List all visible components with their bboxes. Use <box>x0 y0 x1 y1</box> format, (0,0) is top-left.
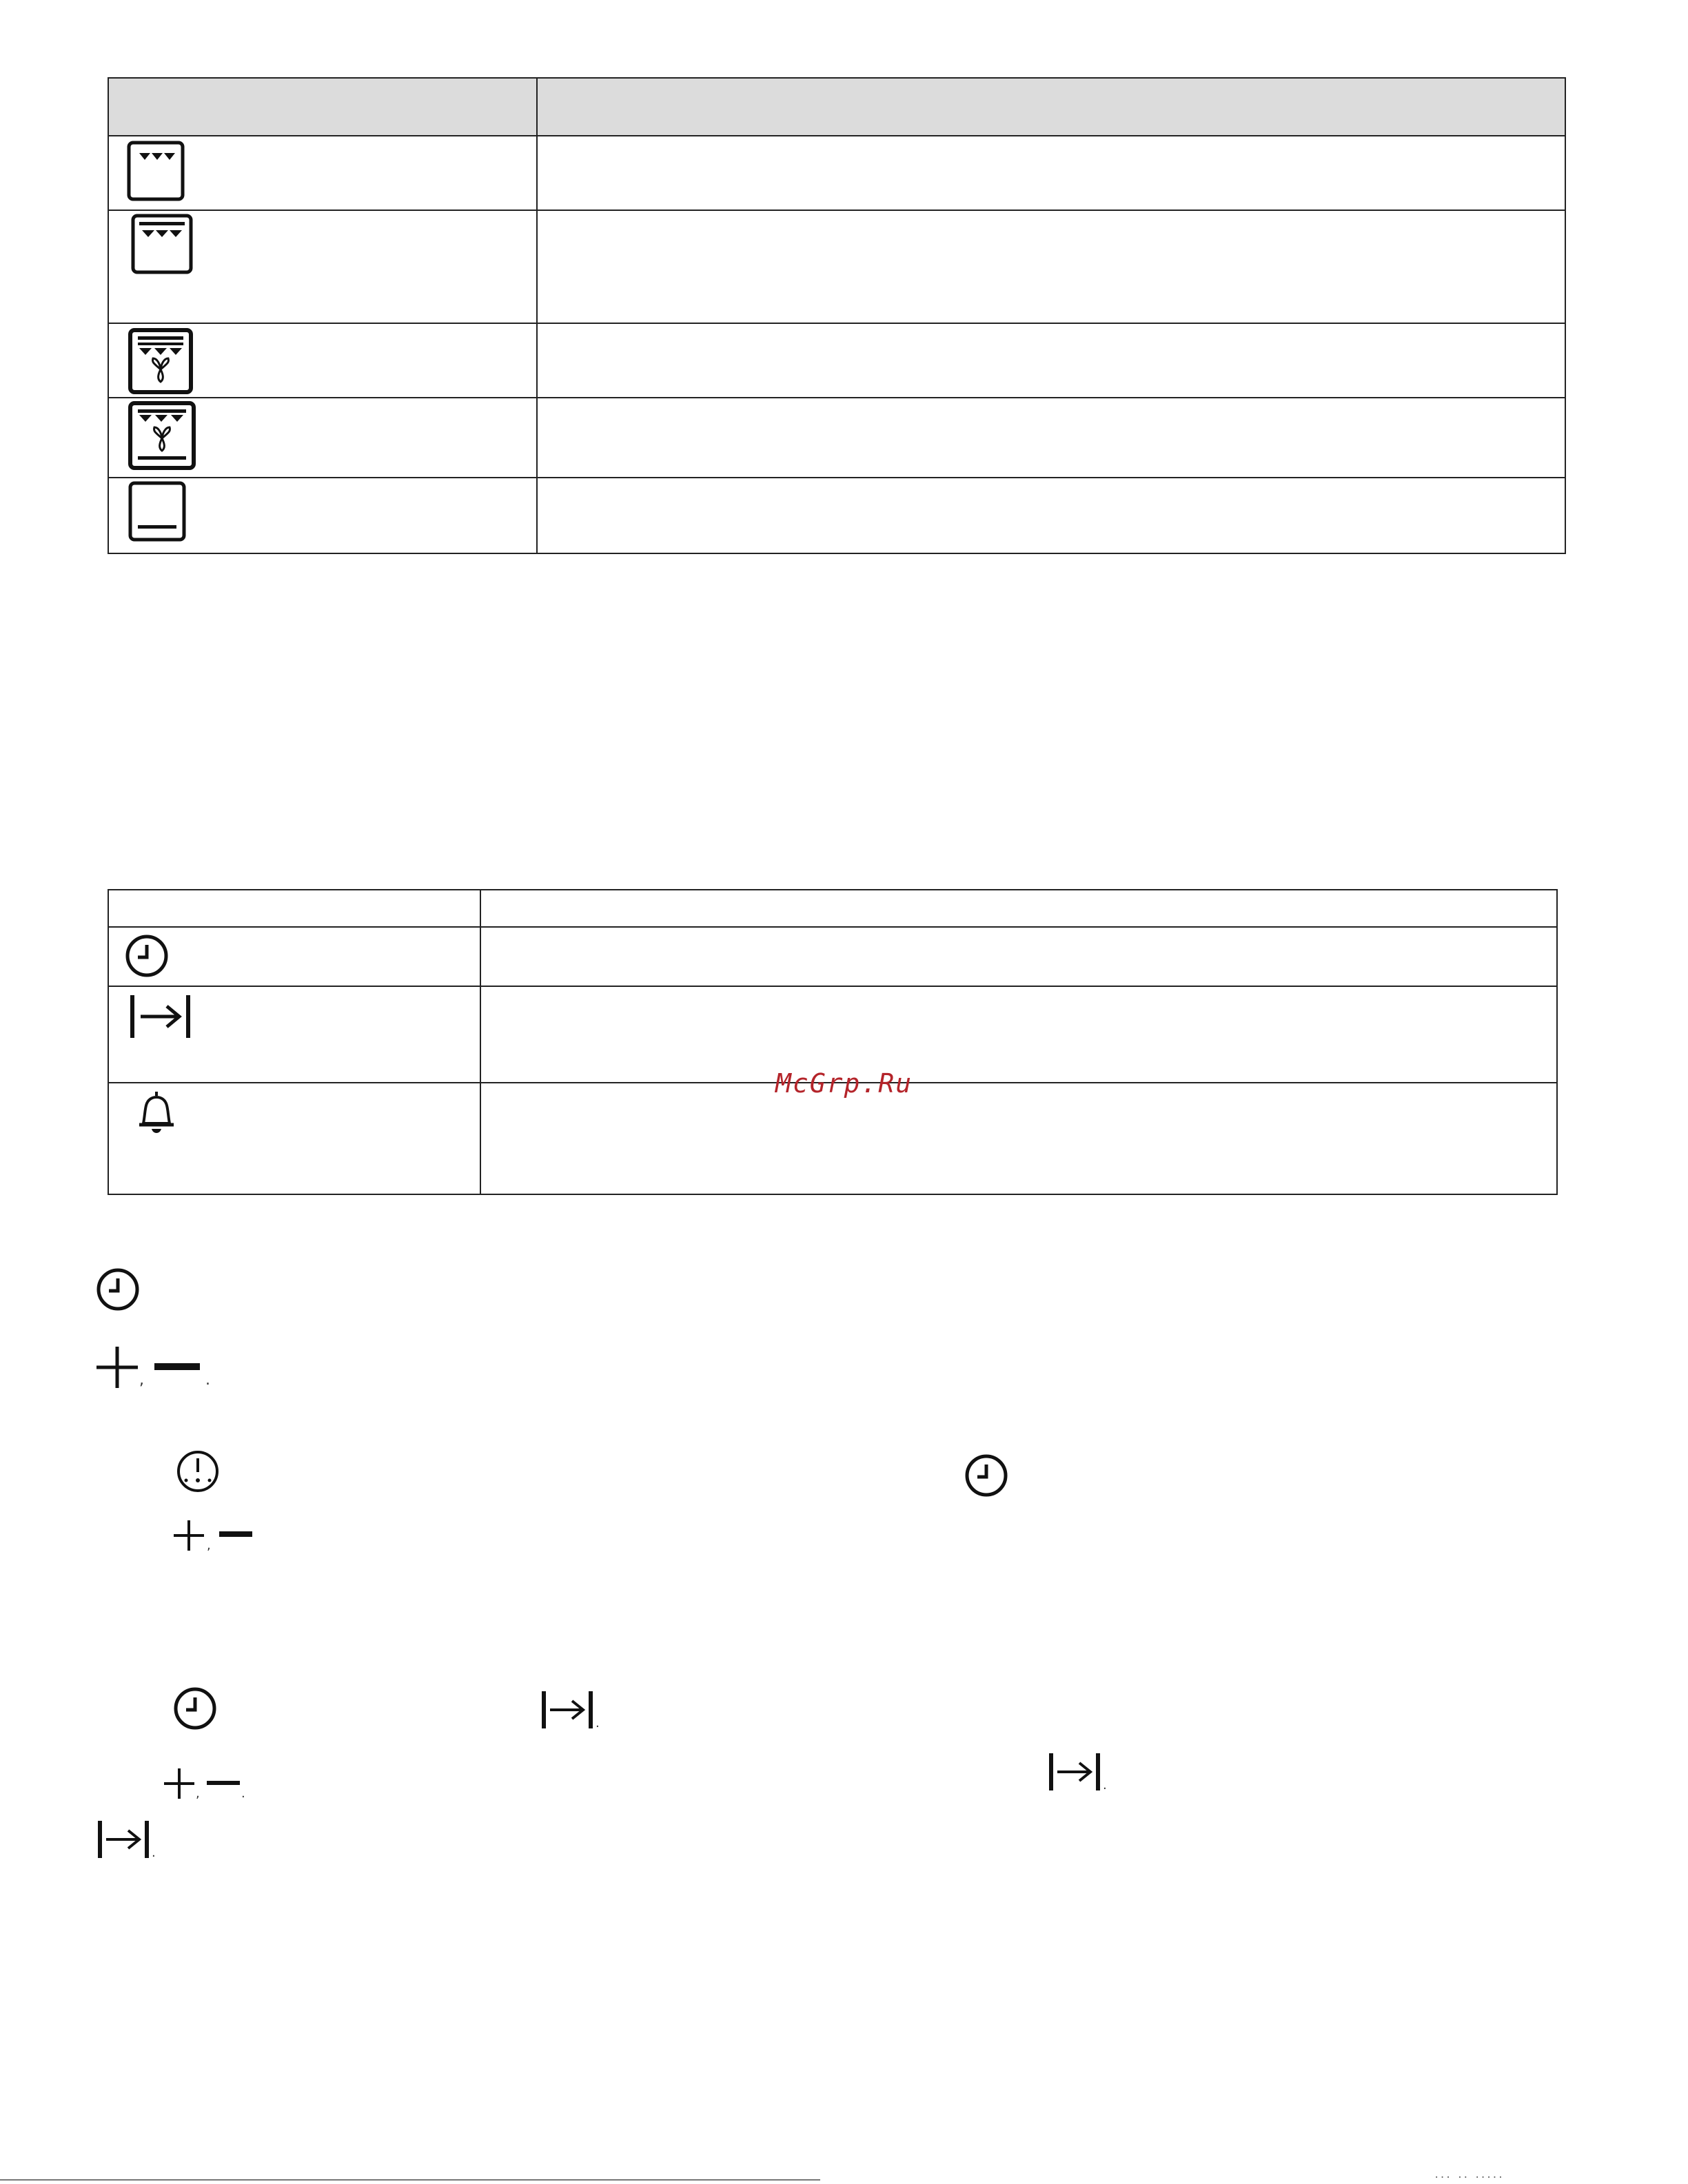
period: . <box>205 1371 210 1389</box>
function-description <box>537 398 1565 478</box>
top-heat-grill-icon <box>130 212 197 276</box>
table-row <box>108 1083 1557 1194</box>
comma-separator: , <box>196 1786 200 1801</box>
comma-separator: , <box>139 1371 144 1389</box>
footer-rule <box>0 2179 820 2181</box>
minus-icon <box>207 1781 240 1785</box>
table-row <box>108 478 1565 553</box>
end-time-icon <box>96 1819 152 1861</box>
clock-function-description <box>480 927 1557 986</box>
footer-text: ··· ·· ····· <box>1434 2172 1504 2183</box>
bottom-heat-icon <box>127 480 189 543</box>
period: . <box>241 1786 245 1801</box>
table-header-function <box>537 78 1565 136</box>
end-time-icon <box>1048 1752 1103 1793</box>
clock-icon <box>964 1453 1009 1498</box>
function-description <box>537 323 1565 398</box>
comma-separator: , <box>207 1538 211 1553</box>
clock-icon <box>124 933 170 979</box>
grill-fan-icon <box>127 327 196 396</box>
period: . <box>1103 1778 1107 1793</box>
clock-function-description <box>480 986 1557 1083</box>
plus-icon <box>163 1767 196 1800</box>
function-description <box>537 210 1565 323</box>
table-row <box>108 398 1565 478</box>
table-row <box>108 136 1565 210</box>
bell-icon <box>134 1089 179 1139</box>
watermark: McGrp.Ru <box>775 1068 913 1099</box>
period: . <box>152 1846 156 1860</box>
function-description <box>537 136 1565 210</box>
minus-icon <box>154 1363 200 1370</box>
table-header-symbol <box>108 890 480 927</box>
plus-icon <box>172 1519 205 1552</box>
clock-blinking-icon <box>175 1449 221 1494</box>
table-header-row <box>108 890 1557 927</box>
top-heat-icon <box>125 139 187 203</box>
oven-functions-table <box>108 77 1566 554</box>
end-time-icon <box>128 994 194 1042</box>
table-header-row <box>108 78 1565 136</box>
end-time-icon <box>540 1690 596 1731</box>
clock-icon <box>172 1686 218 1731</box>
plus-icon <box>95 1345 139 1389</box>
clock-icon <box>95 1267 141 1312</box>
top-bottom-fan-icon <box>127 400 197 471</box>
table-header-function <box>480 890 1557 927</box>
table-header-symbol <box>108 78 537 136</box>
table-row <box>108 323 1565 398</box>
period: . <box>596 1716 600 1731</box>
function-description <box>537 478 1565 553</box>
clock-functions-table <box>108 889 1558 1195</box>
minus-icon <box>219 1531 252 1537</box>
table-row <box>108 210 1565 323</box>
table-row <box>108 927 1557 986</box>
clock-function-description <box>480 1083 1557 1194</box>
